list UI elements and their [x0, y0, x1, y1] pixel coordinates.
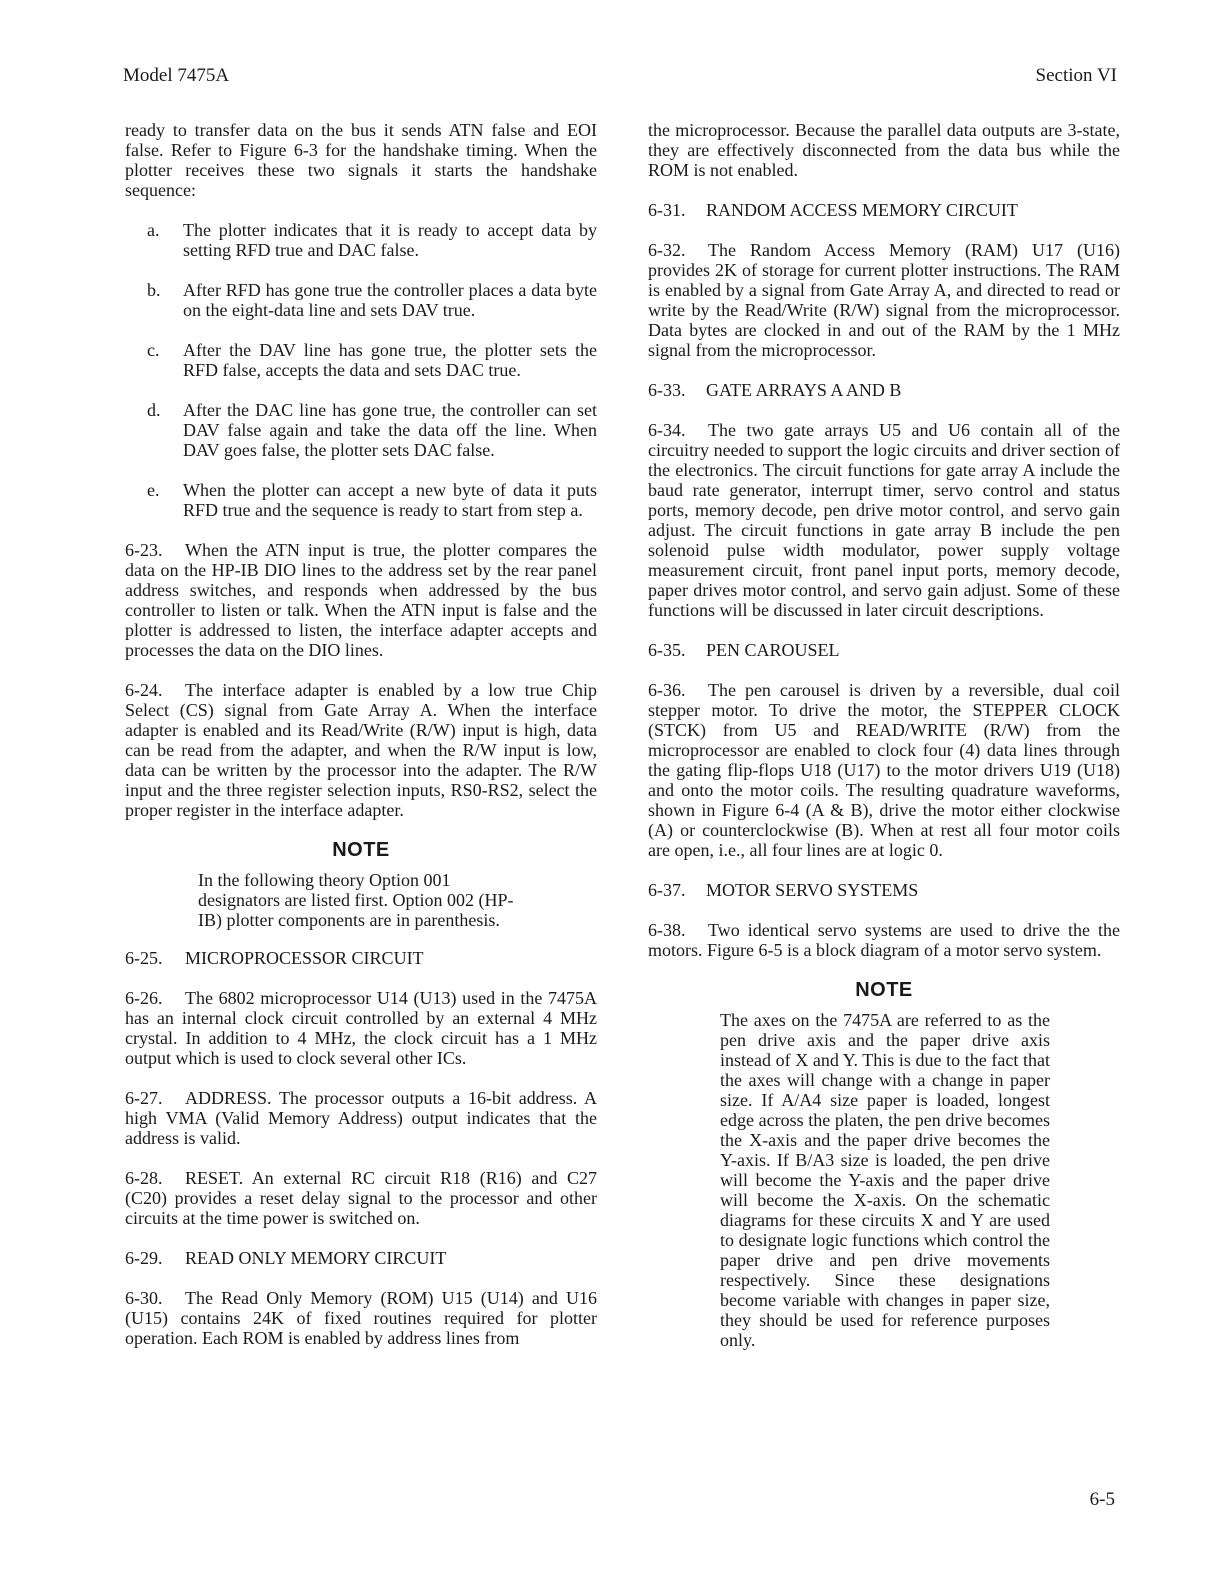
heading-text: PEN CAROUSEL — [706, 640, 840, 660]
heading-number: 6-33. — [648, 380, 686, 400]
heading-text: MOTOR SERVO SYSTEMS — [706, 880, 919, 900]
section-heading — [125, 948, 597, 968]
paragraph-number: 6-34. — [648, 420, 686, 440]
step-item — [125, 220, 597, 260]
paragraph-number: 6-24. — [125, 680, 163, 700]
step-text: After RFD has gone true the controller places a data byte on the eight-data line and sets DAV true. — [183, 280, 597, 320]
heading-text: READ ONLY MEMORY CIRCUIT — [185, 1248, 447, 1268]
section-heading — [125, 1248, 597, 1268]
right-column — [648, 120, 1120, 1368]
paragraph-6-34 — [648, 420, 1120, 620]
heading-number: 6-31. — [648, 200, 686, 220]
paragraph-6-27 — [125, 1088, 597, 1148]
paragraph-number: 6-32. — [648, 240, 686, 260]
step-text: The plotter indicates that it is ready to accept data by setting RFD true and DAC false. — [183, 220, 597, 260]
paragraph-6-36 — [648, 680, 1120, 860]
paragraph: the microprocessor. Because the parallel data outputs are 3-state, they are effectively disconnected from the data bus while the ROM is not enabled. — [648, 120, 1120, 180]
paragraph-6-26 — [125, 988, 597, 1068]
note-title: NOTE — [855, 979, 913, 1001]
paragraph-number: 6-38. — [648, 920, 686, 940]
heading-number: 6-35. — [648, 640, 686, 660]
heading-number: 6-29. — [125, 1248, 163, 1268]
step-label: a. — [147, 220, 160, 240]
step-item — [125, 400, 597, 460]
heading-text: RANDOM ACCESS MEMORY CIRCUIT — [706, 200, 1018, 220]
note-text: The axes on the 7475A are referred to as the pen drive axis and the paper drive axis instead of X and Y. This is due to the fact that the axes will change with a change in paper size. If A/A4 size paper is loaded, longest edge across the platen, the pen drive becomes the X-axis and the paper drive becomes the Y-axis. If B/A3 size is loaded, the pen drive will become the Y-axis and the paper drive will become the X-axis. On the schematic diagrams for these circuits X and Y are used to designate logic functions which control the paper drive and pen drive movements respectively. Since these designations become variable with changes in paper size, they should be used for reference purposes only. — [720, 1010, 1050, 1350]
paragraph-number: 6-28. — [125, 1168, 163, 1188]
paragraph-text: The Read Only Memory (ROM) U15 (U14) and U16 (U15) contains 24K of fixed routines required for plotter operation. Each ROM is enabled by address lines from — [125, 1288, 597, 1348]
paragraph-6-28 — [125, 1168, 597, 1228]
paragraph-text: RESET. An external RC circuit R18 (R16) and C27 (C20) provides a reset delay signal to the processor and other circuits at the time power is switched on. — [125, 1168, 597, 1228]
paragraph-text: ADDRESS. The processor outputs a 16-bit address. A high VMA (Valid Memory Address) output indicates that the address is valid. — [125, 1088, 597, 1148]
step-text: After the DAC line has gone true, the controller can set DAV false again and take the data off the line. When DAV goes false, the plotter sets DAC false. — [183, 400, 597, 460]
step-text: After the DAV line has gone true, the plotter sets the RFD false, accepts the data and sets DAC true. — [183, 340, 597, 380]
paragraph: ready to transfer data on the bus it sends ATN false and EOI false. Refer to Figure 6-3 for the handshake timing. When the plotter receives these two signals it starts the handshake sequence: — [125, 120, 597, 200]
step-label: b. — [147, 280, 161, 300]
paragraph-6-32 — [648, 240, 1120, 360]
left-column — [125, 120, 597, 1368]
paragraph-text: Two identical servo systems are used to drive the the motors. Figure 6-5 is a block diagram of a motor servo system. — [648, 920, 1120, 960]
step-label: d. — [147, 400, 161, 420]
paragraph-6-23 — [125, 540, 597, 660]
paragraph-number: 6-23. — [125, 540, 163, 560]
paragraph-text: The two gate arrays U5 and U6 contain all of the circuitry needed to support the logic circuits and driver section of the electronics. The circuit functions for gate array A include the baud rate generator, interrupt timer, servo control and status ports, memory decode, pen drive motor control, and servo gain adjust. The circuit functions in gate array B include the pen solenoid pulse width modulator, power supply voltage measurement circuit, front panel input ports, memory decode, paper drives motor control, and servo gain adjust. Some of these functions will be discussed in later circuit descriptions. — [648, 420, 1120, 620]
section-heading — [648, 380, 1120, 400]
header-section: Section VI — [1035, 65, 1117, 86]
paragraph-number: 6-27. — [125, 1088, 163, 1108]
paragraph-6-30 — [125, 1288, 597, 1348]
page-number: 6-5 — [1089, 1489, 1115, 1510]
note-title: NOTE — [332, 839, 390, 861]
section-heading — [648, 200, 1120, 220]
paragraph-text: When the ATN input is true, the plotter compares the data on the HP-IB DIO lines to the address set by the rear panel address switches, and responds when addressed by the bus controller to listen or talk. When the ATN input is false and the plotter is addressed to listen, the interface adapter accepts and processes the data on the DIO lines. — [125, 540, 597, 660]
paragraph-number: 6-36. — [648, 680, 686, 700]
step-item — [125, 480, 597, 520]
heading-text: GATE ARRAYS A AND B — [706, 380, 902, 400]
paragraph-text: The interface adapter is enabled by a low true Chip Select (CS) signal from Gate Array A. When the interface adapter is enabled and its Read/Write (R/W) input is high, data can be read from the adapter, and when the R/W input is low, data can be written by the processor into the adapter. The R/W input and the three register selection inputs, RS0-RS2, select the proper register in the interface adapter. — [125, 680, 597, 820]
paragraph-number: 6-30. — [125, 1288, 163, 1308]
step-item — [125, 340, 597, 380]
section-heading — [648, 880, 1120, 900]
step-item — [125, 280, 597, 320]
paragraph-text: The Random Access Memory (RAM) U17 (U16) provides 2K of storage for current plotter instructions. The RAM is enabled by a signal from Gate Array A, and directed to read or write by the Read/Write (R/W) signal from the microprocessor. Data bytes are clocked in and out of the RAM by the 1 MHz signal from the microprocessor. — [648, 240, 1120, 360]
paragraph-6-24 — [125, 680, 597, 820]
paragraph-6-38 — [648, 920, 1120, 960]
paragraph-text: The pen carousel is driven by a reversible, dual coil stepper motor. To drive the motor, the STEPPER CLOCK (STCK) from U5 and READ/WRITE (R/W) from the microprocessor are enabled to clock four (4) data lines through the gating flip-flops U18 (U17) to the motor drivers U19 (U18) and onto the motor coils. The resulting quadrature waveforms, shown in Figure 6-4 (A & B), drive the motor either clockwise (A) or counterclockwise (B). When at rest all four motor coils are open, i.e., all four lines are at logic 0. — [648, 680, 1120, 860]
header-model: Model 7475A — [123, 65, 230, 86]
step-label: e. — [147, 480, 160, 500]
note-text: In the following theory Option 001 designators are listed first. Option 002 (HP-IB) plotter components are in parenthesis. — [198, 870, 514, 930]
paragraph-text: The 6802 microprocessor U14 (U13) used in the 7475A has an internal clock circuit controlled by an external 4 MHz crystal. In addition to 4 MHz, the clock circuit has a 1 MHz output which is used to clock several other ICs. — [125, 988, 597, 1068]
heading-text: MICROPROCESSOR CIRCUIT — [185, 948, 424, 968]
heading-number: 6-25. — [125, 948, 163, 968]
paragraph-number: 6-26. — [125, 988, 163, 1008]
step-label: c. — [147, 340, 160, 360]
step-text: When the plotter can accept a new byte of data it puts RFD true and the sequence is ready to start from step a. — [183, 480, 597, 520]
heading-number: 6-37. — [648, 880, 686, 900]
section-heading — [648, 640, 1120, 660]
